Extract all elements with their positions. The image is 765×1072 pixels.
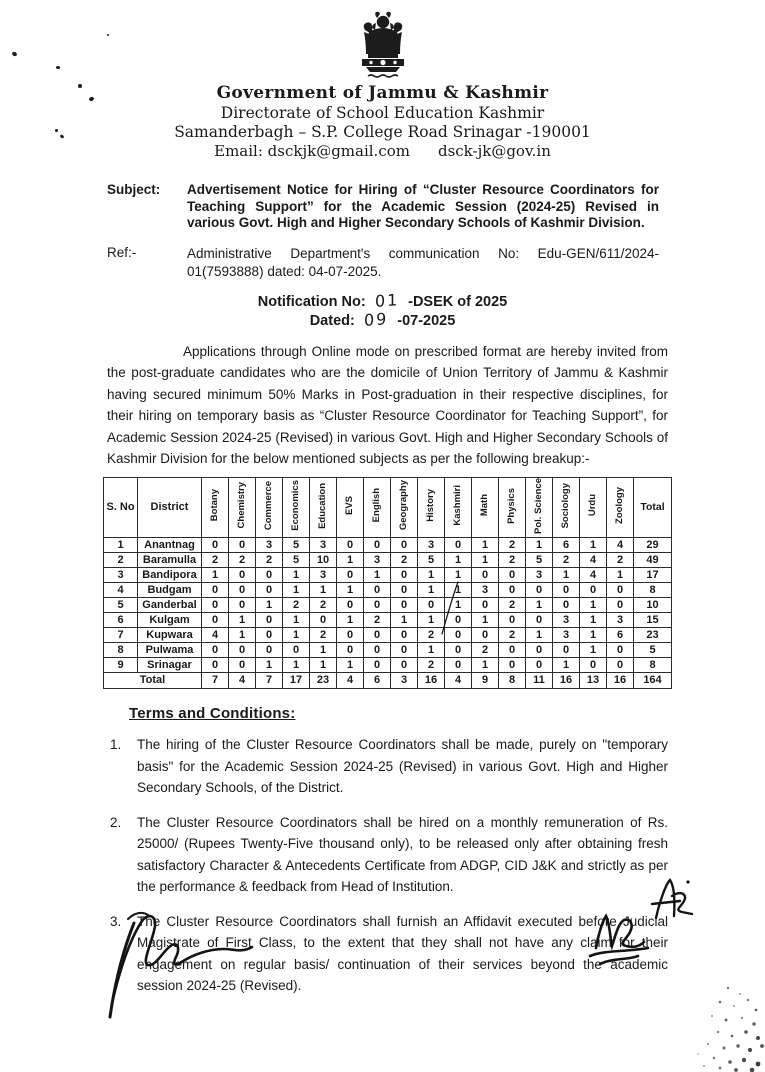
table-cell: Bandipora	[138, 568, 202, 583]
table-cell: 2	[499, 553, 526, 568]
table-cell: 0	[229, 658, 256, 673]
column-header: Urdu	[580, 477, 607, 538]
table-cell: 2	[553, 553, 580, 568]
table-cell: 0	[202, 658, 229, 673]
table-cell: Srinagar	[138, 658, 202, 673]
column-header: Economics	[283, 477, 310, 538]
term-number: 1.	[110, 737, 122, 753]
table-cell: 2	[283, 598, 310, 613]
table-cell: 6	[607, 628, 634, 643]
table-cell: 4	[337, 673, 364, 689]
table-cell: 0	[202, 643, 229, 658]
table-cell: 0	[229, 538, 256, 553]
notification-number-line	[0, 289, 765, 311]
table-cell: 11	[526, 673, 553, 689]
ink-speck	[56, 66, 60, 69]
table-cell: 0	[391, 598, 418, 613]
table-cell: 0	[364, 583, 391, 598]
table-cell: 0	[337, 598, 364, 613]
table-cell: 3	[310, 538, 337, 553]
table-cell: 1	[283, 628, 310, 643]
table-cell: 0	[202, 598, 229, 613]
table-cell: 4	[229, 673, 256, 689]
table-cell: 3	[256, 538, 283, 553]
table-cell: 5	[283, 553, 310, 568]
table-cell: 0	[256, 613, 283, 628]
table-row	[104, 538, 672, 553]
table-cell: 0	[445, 538, 472, 553]
table-cell: 1	[580, 598, 607, 613]
table-cell: 1	[337, 613, 364, 628]
term-item	[107, 734, 668, 799]
table-cell: 13	[580, 673, 607, 689]
table-cell: 0	[472, 568, 499, 583]
table-cell: 0	[202, 613, 229, 628]
table-cell: 16	[553, 673, 580, 689]
table-cell: 0	[391, 538, 418, 553]
column-header: Zoology	[607, 477, 634, 538]
table-cell: 3	[310, 568, 337, 583]
ink-speck	[78, 84, 82, 88]
table-cell: 1	[310, 658, 337, 673]
notification-date-line	[0, 308, 765, 330]
table-cell: 1	[580, 643, 607, 658]
term-number: 3.	[110, 913, 122, 929]
table-cell: 2	[499, 598, 526, 613]
table-cell: 3	[472, 583, 499, 598]
table-cell: 3	[364, 553, 391, 568]
table-cell: 1	[553, 568, 580, 583]
table-row	[104, 568, 672, 583]
table-cell: 0	[364, 643, 391, 658]
table-cell: Ganderbal	[138, 598, 202, 613]
table-row	[104, 583, 672, 598]
table-cell: 2	[418, 628, 445, 643]
table-cell: 0	[580, 658, 607, 673]
table-cell: 5	[283, 538, 310, 553]
notification-block	[0, 289, 765, 330]
table-cell: 4	[202, 628, 229, 643]
signature-left	[100, 905, 260, 1020]
reference-block	[107, 245, 659, 281]
table-cell: 0	[391, 583, 418, 598]
table-cell: 0	[364, 628, 391, 643]
ink-speck	[55, 129, 58, 132]
table-cell: 10	[634, 598, 672, 613]
table-cell: 4	[580, 553, 607, 568]
table-cell: 3	[607, 613, 634, 628]
table-cell: 1	[472, 553, 499, 568]
column-header: Botany	[202, 477, 229, 538]
national-emblem-icon	[0, 10, 765, 80]
table-cell: 0	[553, 598, 580, 613]
table-cell: 8	[104, 643, 138, 658]
table-cell: 2	[256, 553, 283, 568]
table-cell: 0	[526, 583, 553, 598]
column-header: Physics	[499, 477, 526, 538]
table-cell: 5	[418, 553, 445, 568]
table-cell: 16	[607, 673, 634, 689]
ref-text: Administrative Department's communication No: Edu-GEN/611/2024-01(7593888) dated: 04-07-2025.	[187, 245, 659, 279]
table-cell: 2	[202, 553, 229, 568]
table-cell: 7	[256, 673, 283, 689]
table-cell: 1	[283, 658, 310, 673]
table-row	[104, 628, 672, 643]
table-cell: 49	[634, 553, 672, 568]
table-cell: 0	[472, 628, 499, 643]
table-cell: 6	[104, 613, 138, 628]
table-cell: 1	[472, 538, 499, 553]
table-header-row	[104, 477, 672, 538]
table-cell: 3	[418, 538, 445, 553]
table-cell: 1	[202, 568, 229, 583]
table-cell: 0	[310, 613, 337, 628]
table-cell: 0	[202, 538, 229, 553]
column-header: EVS	[337, 477, 364, 538]
column-header: Pol. Science	[526, 477, 553, 538]
directorate-title: Directorate of School Education Kashmir	[220, 104, 545, 122]
table-cell: 1	[391, 613, 418, 628]
table-cell: 2	[104, 553, 138, 568]
table-cell: 1	[256, 658, 283, 673]
table-row	[104, 658, 672, 673]
table-cell: 1	[337, 583, 364, 598]
table-cell: 3	[391, 673, 418, 689]
table-cell: 16	[418, 673, 445, 689]
total-label: Total	[104, 673, 202, 689]
subject-label: Subject:	[107, 182, 161, 197]
table-cell: 1	[310, 583, 337, 598]
letterhead	[0, 0, 765, 160]
table-cell: 2	[229, 553, 256, 568]
table-cell: 4	[607, 538, 634, 553]
table-cell: 1	[526, 598, 553, 613]
table-cell: 1	[445, 553, 472, 568]
table-cell: 7	[202, 673, 229, 689]
notification-no-handwritten: 01	[374, 289, 400, 311]
table-total-row	[104, 673, 672, 689]
table-cell: 0	[607, 583, 634, 598]
table-cell: 0	[607, 643, 634, 658]
term-item	[107, 812, 668, 898]
notification-no-suffix: -DSEK of 2025	[408, 293, 508, 310]
table-cell: 1	[418, 583, 445, 598]
table-cell: 17	[283, 673, 310, 689]
table-cell: 1	[553, 658, 580, 673]
column-header: English	[364, 477, 391, 538]
table-cell: 1	[337, 658, 364, 673]
table-cell: 0	[499, 613, 526, 628]
table-cell: 0	[256, 568, 283, 583]
table-cell: Budgam	[138, 583, 202, 598]
table-cell: 0	[229, 583, 256, 598]
table-cell: 4	[104, 583, 138, 598]
column-header: S. No	[104, 477, 138, 538]
table-cell: 1	[445, 568, 472, 583]
table-cell: 0	[445, 628, 472, 643]
table-cell: 0	[499, 568, 526, 583]
address-line: Samanderbagh – S.P. College Road Srinagar -190001	[174, 123, 591, 141]
table-cell: 0	[499, 643, 526, 658]
column-header: Education	[310, 477, 337, 538]
table-cell: 0	[337, 628, 364, 643]
date-handwritten: 09	[363, 308, 389, 330]
term-number: 2.	[110, 814, 122, 830]
table-cell: 5	[634, 643, 672, 658]
table-cell: 0	[553, 583, 580, 598]
table-cell: 7	[104, 628, 138, 643]
table-cell: 2	[472, 643, 499, 658]
table-cell: Pulwama	[138, 643, 202, 658]
table-cell: 29	[634, 538, 672, 553]
table-cell: 2	[391, 553, 418, 568]
table-row	[104, 613, 672, 628]
table-cell: 0	[256, 628, 283, 643]
table-cell: 0	[337, 643, 364, 658]
table-cell: 0	[256, 583, 283, 598]
table-cell: 0	[607, 598, 634, 613]
table-cell: 1	[445, 598, 472, 613]
table-cell: 0	[391, 643, 418, 658]
table-row	[104, 598, 672, 613]
ref-label: Ref:-	[107, 244, 137, 260]
table-cell: 0	[391, 658, 418, 673]
column-header: Commerce	[256, 477, 283, 538]
table-cell: 0	[526, 613, 553, 628]
table-cell: 1	[526, 538, 553, 553]
ink-speck	[107, 34, 109, 36]
date-suffix: -07-2025	[397, 312, 456, 329]
table-cell: 1	[256, 598, 283, 613]
table-cell: 0	[391, 628, 418, 643]
table-cell: 1	[418, 568, 445, 583]
table-cell: 23	[310, 673, 337, 689]
table-cell: 2	[310, 628, 337, 643]
term-text: The Cluster Resource Coordinators shall be hired on a monthly remuneration of Rs. 25000/ (Rupees Twenty-Five thousand only), to be released only after obtaining fresh satisfactory Character & Antecedents Certificate from ADGP, CID J&K and strictly as per the performance & feedback from Head of Institution.	[137, 814, 668, 895]
table-cell: 0	[364, 538, 391, 553]
intro-paragraph: Applications through Online mode on prescribed format are hereby invited from the post-graduate candidates who are the domicile of Union Territory of Jammu & Kashmir having secured minimum 50% Marks in Post-graduation in their respective disciplines, for their hiring on temporary basis as “Cluster Resource Coordinator for Teaching Support”, for Academic Session 2024-25 (Revised) in various Govt. High and Higher Secondary Schools of Kashmir Division for the below mentioned subjects as per the following breakup:-	[107, 343, 668, 466]
table-cell: 23	[634, 628, 672, 643]
table-cell: 0	[229, 598, 256, 613]
column-header: Sociology	[553, 477, 580, 538]
table-cell: 1	[472, 658, 499, 673]
table-cell: 0	[499, 658, 526, 673]
table-cell: 0	[445, 643, 472, 658]
terms-heading: Terms and Conditions:	[129, 705, 296, 723]
email-line	[0, 142, 765, 160]
grand-total-cell: 164	[634, 673, 672, 689]
term-text: The Cluster Resource Coordinators shall furnish an Affidavit executed before Judicial Magistrate of First Class, to the extent that they shall not have any claim for their engagement on regular basis/ continuation of their services beyond the academic session 2024-25 (Revised).	[137, 913, 668, 994]
table-cell: 5	[526, 553, 553, 568]
table-cell: 0	[364, 658, 391, 673]
table-cell: 0	[526, 643, 553, 658]
dated-label: Dated:	[309, 312, 355, 329]
table-cell: 2	[499, 628, 526, 643]
table-cell: 3	[104, 568, 138, 583]
table-cell: Anantnag	[138, 538, 202, 553]
pen-stroke	[436, 578, 464, 638]
table-cell: 1	[580, 538, 607, 553]
notification-no-label: Notification No:	[257, 293, 366, 310]
column-header: Total	[634, 477, 672, 538]
table-cell: 1	[310, 643, 337, 658]
column-header: Chemistry	[229, 477, 256, 538]
table-cell: 0	[229, 568, 256, 583]
table-cell: 0	[553, 643, 580, 658]
table-cell: 1	[580, 613, 607, 628]
table-cell: 1	[104, 538, 138, 553]
table-cell: 2	[310, 598, 337, 613]
email-secondary: dsck-jk@gov.in	[437, 142, 551, 160]
table-cell: 17	[634, 568, 672, 583]
table-cell: 3	[553, 628, 580, 643]
table-cell: 15	[634, 613, 672, 628]
email-primary: Email: dsckjk@gmail.com	[214, 142, 410, 160]
table-cell: 0	[607, 658, 634, 673]
table-cell: 0	[202, 583, 229, 598]
table-row	[104, 553, 672, 568]
term-text: The hiring of the Cluster Resource Coordinators shall be made, purely on "temporary basis" for the Academic Session 2024-25 (Revised) in various Govt. High and Higher Secondary Schools, of the District.	[137, 737, 668, 796]
subject-breakup-table	[103, 477, 672, 690]
table-cell: 1	[229, 613, 256, 628]
table-cell: 1	[607, 568, 634, 583]
table-cell: 2	[418, 658, 445, 673]
table-cell: 1	[472, 613, 499, 628]
scan-noise	[650, 980, 765, 1072]
table-cell: 1	[283, 568, 310, 583]
table-cell: 2	[499, 538, 526, 553]
table-row	[104, 643, 672, 658]
government-title: Government of Jammu & Kashmir	[216, 83, 549, 103]
table-cell: 0	[256, 643, 283, 658]
subject-block	[107, 182, 659, 232]
column-header: District	[138, 477, 202, 538]
column-header: Math	[472, 477, 499, 538]
table-cell: 1	[283, 583, 310, 598]
table-cell: 5	[104, 598, 138, 613]
table-cell: 6	[553, 538, 580, 553]
table-cell: 0	[283, 643, 310, 658]
table-cell: 2	[364, 613, 391, 628]
subject-text: Advertisement Notice for Hiring of “Cluster Resource Coordinators for Teaching Support” for the Academic Session (2024-25) Revised in various Govt. High and Higher Secondary Schools of Kashmir Division.	[187, 182, 659, 230]
table-cell: 1	[418, 643, 445, 658]
table-cell: 0	[499, 583, 526, 598]
column-header: Kashmiri	[445, 477, 472, 538]
table-cell: 6	[364, 673, 391, 689]
table-cell: 2	[607, 553, 634, 568]
table-cell: 1	[445, 583, 472, 598]
table-cell: 1	[580, 628, 607, 643]
table-cell: 0	[418, 598, 445, 613]
table-cell: 0	[337, 538, 364, 553]
table-cell: 8	[634, 658, 672, 673]
table-cell: 1	[526, 628, 553, 643]
table-cell: 1	[283, 613, 310, 628]
table-cell: 0	[472, 598, 499, 613]
table-cell: 1	[364, 568, 391, 583]
column-header: History	[418, 477, 445, 538]
table-cell: 0	[445, 613, 472, 628]
table-cell: 0	[337, 568, 364, 583]
table-cell: Kupwara	[138, 628, 202, 643]
table-cell: 10	[310, 553, 337, 568]
table-cell: 3	[526, 568, 553, 583]
table-cell: 4	[445, 673, 472, 689]
table-cell: 0	[364, 598, 391, 613]
table-cell: 1	[337, 553, 364, 568]
table-cell: 3	[553, 613, 580, 628]
table-cell: 8	[634, 583, 672, 598]
table-cell: 1	[229, 628, 256, 643]
table-cell: 0	[580, 583, 607, 598]
table-cell: 9	[104, 658, 138, 673]
table-cell: Kulgam	[138, 613, 202, 628]
table-cell: 0	[391, 568, 418, 583]
table-cell: 0	[445, 658, 472, 673]
signature-right	[580, 908, 652, 970]
table-cell: 0	[526, 658, 553, 673]
table-cell: 8	[499, 673, 526, 689]
table-cell: 9	[472, 673, 499, 689]
table-cell: 1	[418, 613, 445, 628]
table-cell: 0	[229, 643, 256, 658]
table-cell: 4	[580, 568, 607, 583]
table-cell: Baramulla	[138, 553, 202, 568]
column-header: Geography	[391, 477, 418, 538]
